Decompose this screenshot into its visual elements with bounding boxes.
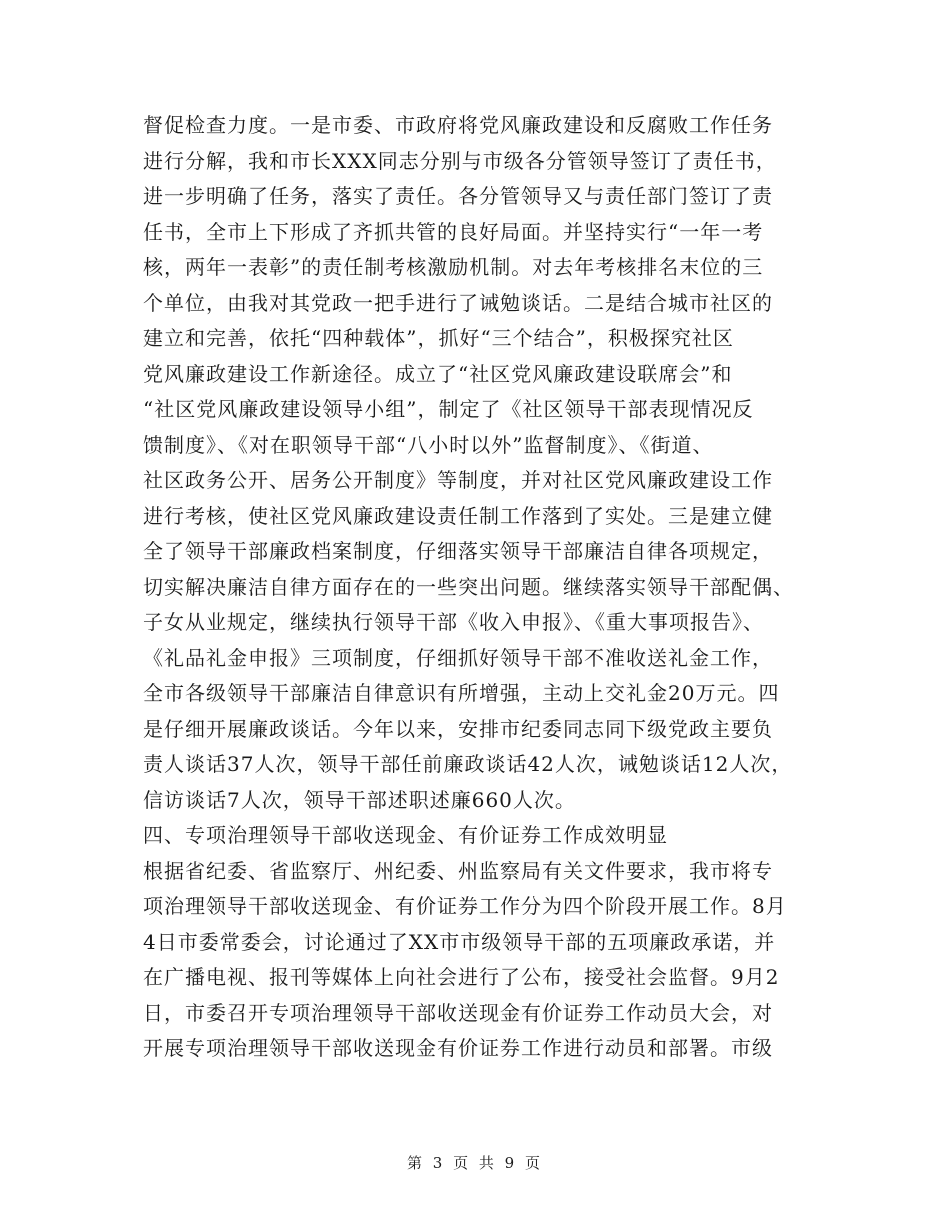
- text-line: 进行考核，使社区党风廉政建设责任制工作落到了实处。三是建立健: [143, 503, 773, 528]
- text-line: 核，两年一表彰”的责任制考核激励机制。对去年考核排名末位的三: [143, 255, 764, 279]
- text-line: 子女从业规定，继续执行领导干部《收入申报》、《重大事项报告》、: [143, 610, 764, 634]
- text-line: 督促检查力度。一是市委、市政府将党风廉政建设和反腐败工作任务: [143, 113, 773, 137]
- text-line: 信访谈话7人次，领导干部述职述廉660人次。: [143, 787, 576, 812]
- text-line: 切实解决廉洁自律方面存在的一些突出问题。继续落实领导干部配偶、: [143, 574, 794, 599]
- text-line: 在广播电视、报刊等媒体上向社会进行了公布，接受社会监督。9月2: [143, 965, 780, 989]
- text-line: 党风廉政建设工作新途径。成立了“社区党风廉政建设联席会”和: [143, 361, 733, 386]
- text-line: 开展专项治理领导干部收送现金有价证券工作进行动员和部署。市级: [143, 1036, 773, 1060]
- text-line: 全了领导干部廉政档案制度，仔细落实领导干部廉洁自律各项规定，: [143, 539, 773, 563]
- text-line: 日，市委召开专项治理领导干部收送现金有价证券工作动员大会，对: [143, 1000, 773, 1025]
- text-line: 馈制度》、《对在职领导干部“八小时以外”监督制度》、《街道、: [143, 432, 714, 457]
- text-line: 进一步明确了任务，落实了责任。各分管领导又与责任部门签订了责: [143, 184, 773, 208]
- text-line: 《礼品礼金申报》三项制度，仔细抓好领导干部不准收送礼金工作，: [143, 645, 773, 670]
- text-line: 责人谈话37人次，领导干部任前廉政谈话42人次，诫勉谈话12人次，: [143, 752, 793, 776]
- text-line: 个单位，由我对其党政一把手进行了诫勉谈话。二是结合城市社区的: [143, 290, 773, 315]
- text-line: 项治理领导干部收送现金、有价证券工作分为四个阶段开展工作。8月: [143, 894, 787, 918]
- text-line: 任书，全市上下形成了齐抓共管的良好局面。并坚持实行“一年一考: [143, 219, 764, 244]
- text-line: “社区党风廉政建设领导小组”，制定了《社区领导干部表现情况反: [143, 397, 754, 421]
- text-line: 根据省纪委、省监察厅、州纪委、州监察局有关文件要求，我市将专: [143, 858, 773, 883]
- text-line: 是仔细开展廉政谈话。今年以来，安排市纪委同志同下级党政主要负: [143, 716, 773, 741]
- text-line: 建立和完善，依托“四种载体”，抓好“三个结合”，积极探究社区: [143, 326, 734, 350]
- text-line: 全市各级领导干部廉洁自律意识有所增强，主动上交礼金20万元。四: [143, 681, 780, 705]
- page-number-footer: 第 3 页 共 9 页: [407, 1154, 543, 1172]
- text-line: 4日市委常委会，讨论通过了XX市市级领导干部的五项廉政承诺，并: [143, 929, 776, 954]
- text-line: 进行分解，我和市长XXX同志分别与市级各分管领导签订了责任书，: [143, 148, 777, 173]
- text-line: 社区政务公开、居务公开制度》等制度，并对社区党风廉政建设工作: [143, 468, 773, 492]
- section-heading: 四、专项治理领导干部收送现金、有价证券工作成效明显: [143, 823, 668, 847]
- body-text: [143, 108, 808, 1067]
